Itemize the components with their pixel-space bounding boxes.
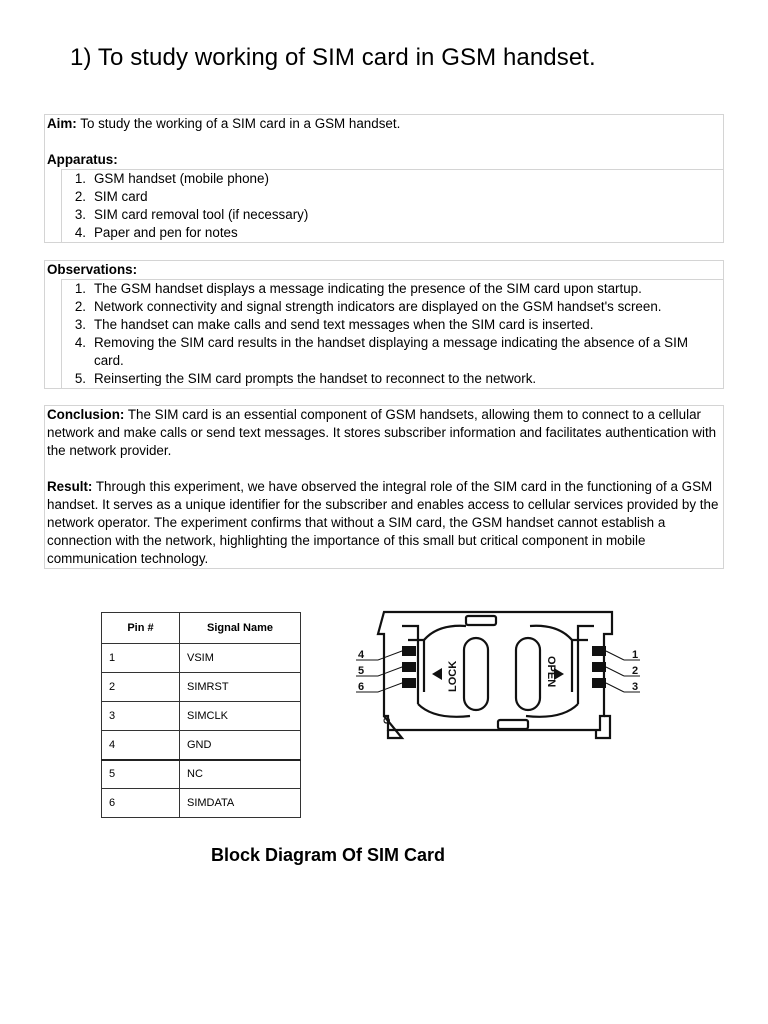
observation-item: [62, 316, 723, 334]
observation-item: [62, 334, 723, 370]
signal-name-cell: SIMRST: [180, 673, 301, 702]
apparatus-item-text: SIM card removal tool (if necessary): [94, 207, 309, 222]
pin-number-cell: 5: [102, 760, 180, 789]
pin-number-cell: 3: [102, 702, 180, 731]
apparatus-item: [62, 224, 723, 242]
result-text: Through this experiment, we have observed the integral role of the SIM card in the functioning of a GSM handset. It serves as a unique identifier for the subscriber and enables access to cellular services provided by the network operator. The experiment confirms that without a SIM card, the GSM handset cannot establish a connection with the network, highlighting the importance of this small but critical component in mobile communication technology.: [47, 479, 719, 566]
observation-item-text: Removing the SIM card results in the handset displaying a message indicating the absence of a SIM card.: [94, 335, 688, 368]
observation-item-number: 3.: [74, 317, 86, 332]
apparatus-item-number: 4.: [74, 225, 86, 240]
aim-apparatus-section: [44, 114, 724, 243]
observation-item-text: The GSM handset displays a message indicating the presence of the SIM card upon startup.: [94, 281, 642, 296]
signal-name-cell: VSIM: [180, 644, 301, 673]
conclusion-text: The SIM card is an essential component of GSM handsets, allowing them to connect to a cellular network and make calls or send text messages. It stores subscriber information and facilitates authentication with the network provider.: [47, 407, 717, 458]
apparatus-item-number: 1.: [74, 171, 86, 186]
aim-text: To study the working of a SIM card in a GSM handset.: [76, 116, 401, 131]
table-row: [102, 702, 301, 731]
signal-header: Signal Name: [180, 613, 301, 644]
sim-holder-diagram: [348, 604, 648, 744]
pin-number-cell: 6: [102, 789, 180, 818]
observation-item-number: 1.: [74, 281, 86, 296]
pin-header: Pin #: [102, 613, 180, 644]
conclusion-result-section: [44, 405, 724, 569]
observation-item: [62, 298, 723, 316]
page-title: 1) To study working of SIM card in GSM handset.: [70, 44, 596, 71]
table-row: [102, 644, 301, 673]
observation-item-text: Network connectivity and signal strength indicators are displayed on the GSM handset's screen.: [94, 299, 662, 314]
diagram-corner-label: C: [382, 717, 392, 724]
diagram-pin-6: 6: [358, 681, 365, 693]
apparatus-item: [62, 170, 723, 188]
pin-number-cell: 1: [102, 644, 180, 673]
diagram-pin-4: 4: [358, 649, 365, 661]
signal-name-cell: NC: [180, 760, 301, 789]
diagram-pin-3: 3: [632, 681, 639, 693]
table-row: [102, 789, 301, 818]
apparatus-item: [62, 206, 723, 224]
diagram-caption: Block Diagram Of SIM Card: [211, 845, 446, 865]
diagram-pin-1: 1: [632, 649, 639, 661]
aim-label: Aim:: [47, 116, 77, 131]
signal-name-cell: SIMCLK: [180, 702, 301, 731]
diagram-pin-5: 5: [358, 665, 365, 677]
conclusion-label: Conclusion:: [47, 407, 125, 422]
table-row: [102, 731, 301, 760]
apparatus-item-number: 3.: [74, 207, 86, 222]
apparatus-label: Apparatus:: [47, 152, 118, 167]
signal-name-cell: SIMDATA: [180, 789, 301, 818]
result-label: Result:: [47, 479, 93, 494]
apparatus-list: [61, 169, 723, 242]
observation-item: [62, 280, 723, 298]
result-paragraph: [45, 478, 723, 568]
observation-item: [62, 370, 723, 388]
observation-item-number: 4.: [74, 335, 86, 350]
apparatus-item-number: 2.: [74, 189, 86, 204]
observations-list: [61, 279, 723, 388]
apparatus-item: [62, 188, 723, 206]
diagram-pin-2: 2: [632, 665, 639, 677]
observations-label: Observations:: [47, 262, 138, 277]
apparatus-item-text: GSM handset (mobile phone): [94, 171, 269, 186]
apparatus-item-text: Paper and pen for notes: [94, 225, 238, 240]
pin-table-header: [102, 613, 301, 644]
observation-item-text: Reinserting the SIM card prompts the handset to reconnect to the network.: [94, 371, 537, 386]
observation-item-number: 2.: [74, 299, 86, 314]
aim-line: [45, 115, 723, 133]
table-row: [102, 673, 301, 702]
table-row: [102, 760, 301, 789]
apparatus-item-text: SIM card: [94, 189, 148, 204]
observation-item-text: The handset can make calls and send text messages when the SIM card is inserted.: [94, 317, 594, 332]
conclusion-paragraph: [45, 406, 723, 460]
observation-item-number: 5.: [74, 371, 86, 386]
diagram-lock-label: LOCK: [447, 660, 459, 692]
signal-name-cell: GND: [180, 731, 301, 760]
observations-section: [44, 260, 724, 389]
diagram-open-label: OPEN: [545, 656, 557, 688]
pin-table: [101, 612, 301, 818]
pin-number-cell: 2: [102, 673, 180, 702]
pin-number-cell: 4: [102, 731, 180, 760]
